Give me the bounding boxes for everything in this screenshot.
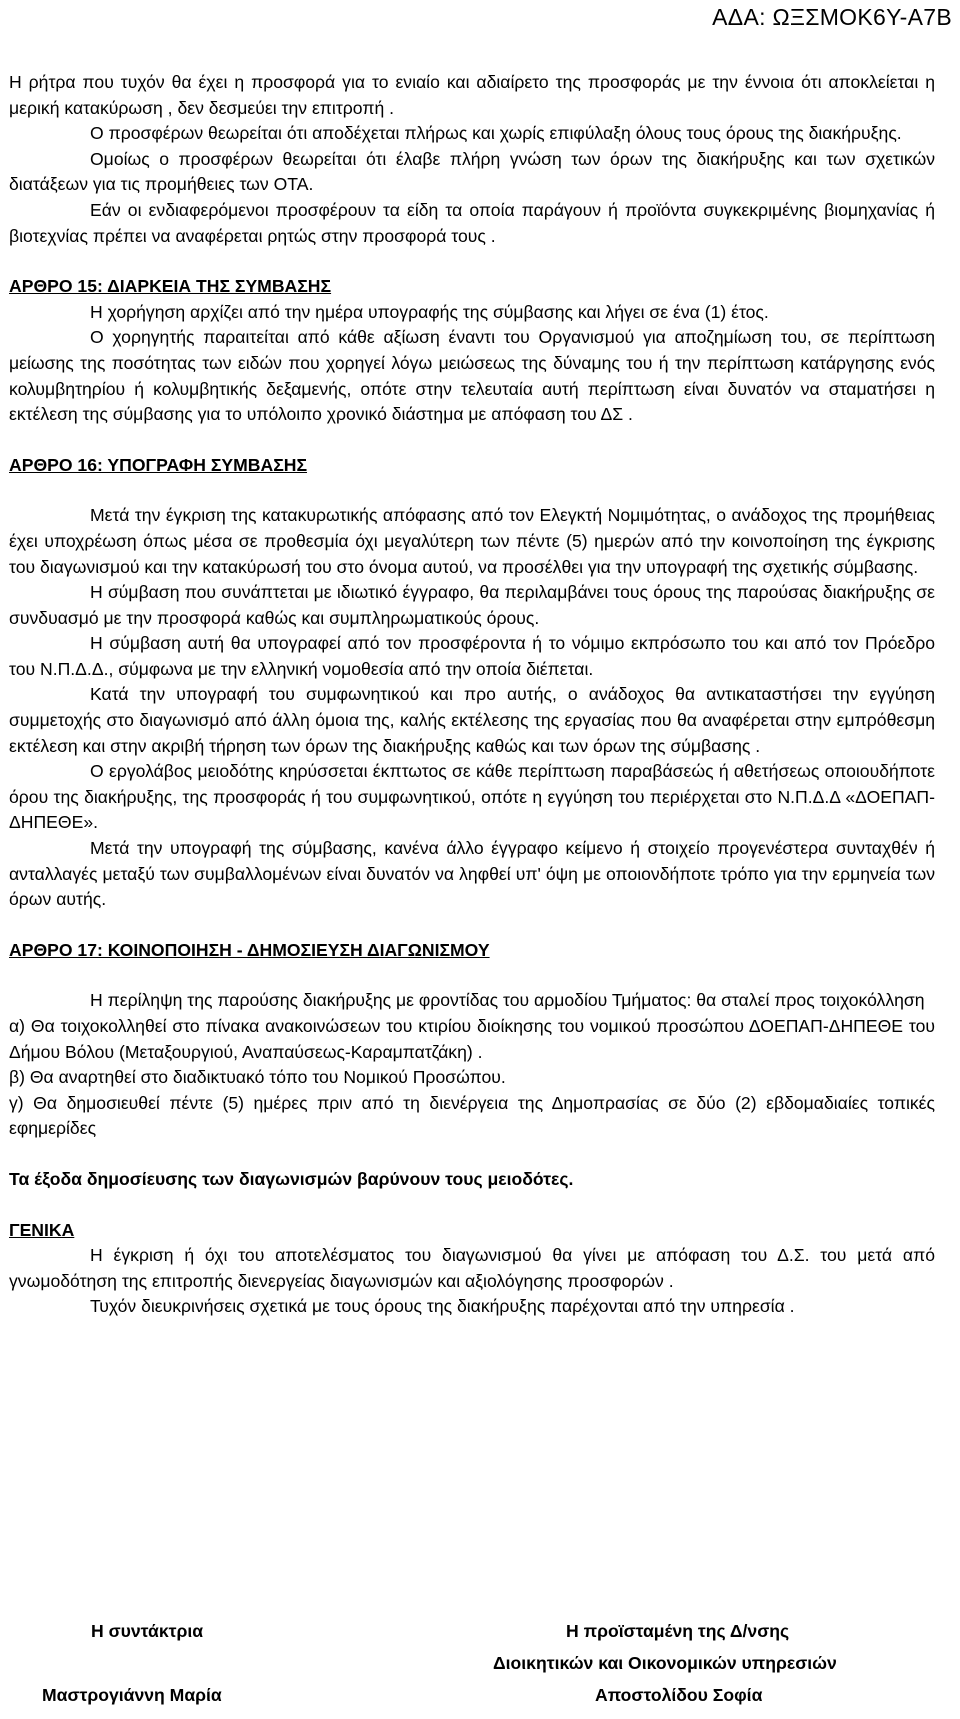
article-16-paragraph: Μετά την έγκριση της κατακυρωτικής απόφασης από τον Ελεγκτή Νομιμότητας, ο ανάδοχος της προμήθειας έχει υποχρέωση όπως μέσα σε προθεσμία όχι μεγαλύτερη των πέντε (5) ημερών από την κοινοποίηση της έγκρισης του διαγωνισμού και την κατακύρωσή του στο όνομα αυτού, να προσέλθει για την υπογραφή της σχετικής σύμβασης. bbox=[9, 505, 935, 577]
article-17-item: α) Θα τοιχοκολληθεί στο πίνακα ανακοινώσεων του κτιρίου διοίκησης του νομικού προσώπου ΔΟΕΠΑΠ-ΔΗΠΕΘΕ του Δήμου Βόλου (Μεταξουργιού, Αναπαύσεως-Καραμπατζάκη) . bbox=[9, 1016, 935, 1062]
article-15-heading: ΑΡΘΡΟ 15: ΔΙΑΡΚΕΙΑ ΤΗΣ ΣΥΜΒΑΣΗΣ bbox=[9, 276, 332, 297]
article-16-paragraph: Η σύμβαση αυτή θα υπογραφεί από τον προσφέροντα ή το νόμιμο εκπρόσωπο του και από τον Πρόεδρο του Ν.Π.Δ.Δ., σύμφωνα με την ελληνική νομοθεσία από την οποία διέπεται. bbox=[9, 633, 935, 679]
article-17-item: β) Θα αναρτηθεί στο διαδικτυακό τόπο του Νομικού Προσώπου. bbox=[9, 1067, 506, 1088]
general-heading: ΓΕΝΙΚΑ bbox=[9, 1219, 75, 1240]
article-15-paragraph: Ο χορηγητής παραιτείται από κάθε αξίωση έναντι του Οργανισμού για αποζημίωση του, σε περίπτωση μείωσης της ποσότητας των ειδών που χορηγεί λόγω μειώσεως της δύναμης του ή την περίπτωση κατάργησης ενός κολυμβητηρίου ή κολυμβητικής δεξαμενής, οπότε στην τελευταία αυτή περίπτωση είναι δυνατόν να σταματήσει η εκτέλεση της σύμβασης για το υπόλοιπο χρονικό διάστημα με απόφαση του ΔΣ . bbox=[9, 327, 935, 425]
signature-right-name: Αποστολίδου Σοφία bbox=[595, 1685, 763, 1705]
article-16-paragraph: Ο εργολάβος μειοδότης κηρύσσεται έκπτωτος σε κάθε περίπτωση παραβάσεώς ή αθετήσεως οποιουδήποτε όρου της διακήρυξης, της προσφοράς ή του συμφωνητικού, οπότε η εγγύηση του περιέρχεται στο Ν.Π.Δ.Δ «ΔΟΕΠΑΠ-ΔΗΠΕΘΕ». bbox=[9, 761, 935, 833]
intro-paragraph: Η ρήτρα που τυχόν θα έχει η προσφορά για το ενιαίο και αδιαίρετο της προσφοράς με την έννοια ότι αποκλείεται η μερική κατακύρωση , δεν δεσμεύει την επιτροπή . bbox=[9, 72, 935, 118]
signature-left-role: Η συντάκτρια bbox=[91, 1621, 204, 1641]
publication-cost-note: Τα έξοδα δημοσίευσης των διαγωνισμών βαρύνουν τους μειοδότες. bbox=[9, 1168, 574, 1189]
intro-paragraph: Εάν οι ενδιαφερόμενοι προσφέρουν τα είδη τα οποία παράγουν ή προϊόντα συγκεκριμένης βιομηχανίας ή βιοτεχνίας πρέπει να αναφέρεται ρητώς στην προσφορά τους . bbox=[9, 199, 935, 246]
article-16-paragraph: Μετά την υπογραφή της σύμβασης, κανένα άλλο έγγραφο κείμενο ή στοιχείο προγενέστερα συνταχθέν ή ανταλλαγές μεταξύ των συμβαλλομένων είναι δυνατόν να ληφθεί υπ' όψη με οποιονδήποτε τρόπο για την ερμηνεία των όρων αυτής. bbox=[9, 838, 935, 910]
article-16-paragraph: Η σύμβαση που συνάπτεται με ιδιωτικό έγγραφο, θα περιλαμβάνει τους όρους της παρούσας διακήρυξης σε συνδυασμό με την προσφορά καθώς και συμπληρωματικούς όρους. bbox=[9, 582, 935, 628]
article-17-paragraph: Η περίληψη της παρούσης διακήρυξης με φροντίδας του αρμοδίου Τμήματος: θα σταλεί προς τοιχοκόλληση bbox=[90, 990, 925, 1011]
general-paragraph: Τυχόν διευκρινήσεις σχετικά με τους όρους της διακήρυξης παρέχονται από την υπηρεσία . bbox=[90, 1296, 795, 1317]
signature-right-role: Η προϊσταμένη της Δ/νσης bbox=[566, 1621, 790, 1641]
ada-code: ΑΔΑ: ΩΞΣΜΟΚ6Υ-Α7Β bbox=[712, 4, 952, 30]
general-paragraph: Η έγκριση ή όχι του αποτελέσματος του διαγωνισμού θα γίνει με απόφαση του Δ.Σ. του μετά από γνωμοδότηση της επιτροπής διενεργείας διαγωνισμών και αξιολόγησης προσφορών . bbox=[9, 1245, 935, 1291]
article-16-heading: ΑΡΘΡΟ 16: ΥΠΟΓΡΑΦΗ ΣΥΜΒΑΣΗΣ bbox=[9, 454, 308, 475]
article-15-paragraph: Η χορήγηση αρχίζει από την ημέρα υπογραφής της σύμβασης και λήγει σε ένα (1) έτος. bbox=[90, 301, 769, 322]
document-body bbox=[9, 70, 935, 1320]
signature-left-name: Μαστρογιάννη Μαρία bbox=[42, 1685, 222, 1705]
article-17-heading: ΑΡΘΡΟ 17: ΚΟΙΝΟΠΟΙΗΣΗ - ΔΗΜΟΣΙΕΥΣΗ ΔΙΑΓΩΝΙΣΜΟΥ bbox=[9, 939, 490, 960]
article-16-paragraph: Κατά την υπογραφή του συμφωνητικού και προ αυτής, ο ανάδοχος θα αντικαταστήσει την εγγύηση συμμετοχής στο διαγωνισμό από άλλη όμοια της, καλής εκτέλεσης της εργασίας που θα αναφέρεται στην εμπρόθεσμη εκτέλεση και στην ακριβή τήρηση των όρων της διακήρυξης καθώς και των όρων της σύμβασης . bbox=[9, 684, 935, 756]
signature-right-department: Διοικητικών και Οικονομικών υπηρεσιών bbox=[493, 1653, 837, 1673]
intro-paragraph: Ομοίως ο προσφέρων θεωρείται ότι έλαβε πλήρη γνώση των όρων της διακήρυξης και των σχετικών διατάξεων για τις προμήθειες των ΟΤΑ. bbox=[9, 148, 935, 195]
intro-paragraph: Ο προσφέρων θεωρείται ότι αποδέχεται πλήρως και χωρίς επιφύλαξη όλους τους όρους της διακήρυξης. bbox=[90, 123, 902, 144]
article-17-item: γ) Θα δημοσιευθεί πέντε (5) ημέρες πριν από τη διενέργεια της Δημοπρασίας σε δύο (2) εβδομαδιαίες τοπικές εφημερίδες bbox=[9, 1092, 935, 1139]
